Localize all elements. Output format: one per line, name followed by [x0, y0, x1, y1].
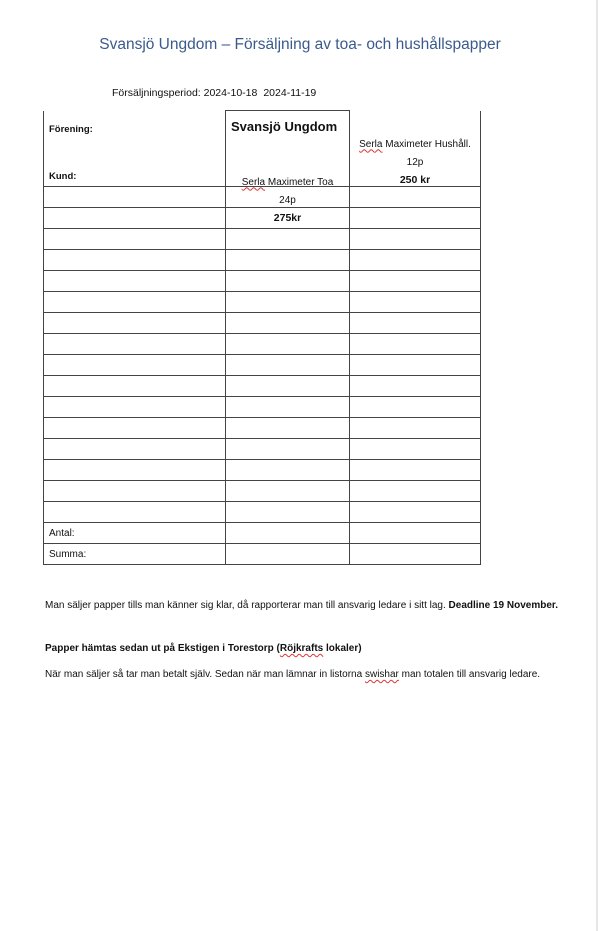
- table-cell[interactable]: [226, 334, 350, 355]
- table-cell[interactable]: [350, 313, 481, 334]
- org-name: Svansjö Ungdom: [231, 119, 338, 134]
- product-2-price: 250 kr: [399, 173, 431, 186]
- period-start: Försäljningsperiod: 2024-10-18: [112, 87, 258, 99]
- table-row: [44, 229, 481, 250]
- table-cell[interactable]: [44, 397, 226, 418]
- table-cell[interactable]: [226, 271, 350, 292]
- table-row: [44, 460, 481, 481]
- header-left-cell: [44, 111, 226, 187]
- document-title: Svansjö Ungdom – Försäljning av toa- och hushållspapper: [99, 36, 501, 53]
- sales-period: [112, 87, 316, 99]
- table-row: [44, 250, 481, 271]
- table-cell[interactable]: [44, 229, 226, 250]
- product-1-name: Serla Maximeter Toa: [241, 176, 334, 188]
- product-1-pack: 24p: [279, 194, 296, 206]
- table-cell[interactable]: [350, 187, 481, 208]
- product-2-name: Serla Maximeter Hushåll.: [359, 138, 471, 150]
- table-cell[interactable]: [350, 376, 481, 397]
- total-cell[interactable]: [350, 544, 481, 565]
- table-cell[interactable]: [350, 460, 481, 481]
- table-cell[interactable]: [44, 460, 226, 481]
- table-row: [44, 355, 481, 376]
- table-cell[interactable]: [44, 376, 226, 397]
- table-cell[interactable]: [226, 439, 350, 460]
- table-cell[interactable]: [44, 187, 226, 208]
- kund-label: Kund:: [49, 171, 77, 182]
- table-row: [44, 334, 481, 355]
- table-cell[interactable]: [350, 334, 481, 355]
- table-cell[interactable]: [44, 250, 226, 271]
- table-cell[interactable]: [350, 208, 481, 229]
- table-cell[interactable]: [44, 439, 226, 460]
- antal-row: [44, 523, 481, 544]
- total-cell[interactable]: [226, 544, 350, 565]
- table-cell[interactable]: [44, 271, 226, 292]
- table-row: [44, 418, 481, 439]
- table-cell[interactable]: [226, 376, 350, 397]
- table-cell[interactable]: [44, 334, 226, 355]
- period-end: 2024-11-19: [263, 87, 317, 99]
- table-row: [44, 481, 481, 502]
- table-cell[interactable]: [350, 292, 481, 313]
- summa-row: [44, 544, 481, 565]
- sales-table: [43, 110, 481, 565]
- note-deadline-text: Man säljer papper tills man känner sig klar, då rapporterar man till ansvarig ledare i sitt lag.: [45, 600, 446, 611]
- table-row: [44, 397, 481, 418]
- product-2-pack: 12p: [406, 156, 424, 168]
- table-cell[interactable]: [350, 397, 481, 418]
- note-deadline-bold: Deadline 19 November.: [448, 600, 559, 611]
- table-cell[interactable]: [350, 355, 481, 376]
- table-cell[interactable]: [350, 439, 481, 460]
- table-cell[interactable]: [44, 292, 226, 313]
- antal-label: Antal:: [44, 523, 226, 544]
- table-cell[interactable]: [226, 481, 350, 502]
- table-cell[interactable]: [226, 460, 350, 481]
- note-payment: När man säljer så tar man betalt själv. Sedan när man lämnar in listorna swishar man totalen till ansvarig ledare.: [45, 669, 541, 680]
- table-cell[interactable]: [350, 271, 481, 292]
- product-2-header: [350, 111, 481, 187]
- total-cell[interactable]: [226, 523, 350, 544]
- table-cell[interactable]: [226, 355, 350, 376]
- table-cell[interactable]: [350, 250, 481, 271]
- table-cell[interactable]: [350, 502, 481, 523]
- table-cell[interactable]: [44, 502, 226, 523]
- table-cell[interactable]: [226, 313, 350, 334]
- product-1-header: [226, 111, 350, 224]
- table-cell[interactable]: [44, 418, 226, 439]
- table-cell[interactable]: [44, 208, 226, 229]
- table-cell[interactable]: [350, 481, 481, 502]
- total-cell[interactable]: [350, 523, 481, 544]
- table-cell[interactable]: [226, 229, 350, 250]
- table-row: [44, 502, 481, 523]
- table-cell[interactable]: [44, 481, 226, 502]
- forening-label: Förening:: [49, 123, 93, 135]
- table-row: [44, 376, 481, 397]
- table-cell[interactable]: [350, 418, 481, 439]
- table-header-row: [44, 111, 481, 187]
- table-cell[interactable]: [226, 292, 350, 313]
- note-pickup: Papper hämtas sedan ut på Ekstigen i Torestorp (Röjkrafts lokaler): [45, 643, 362, 654]
- table-row: [44, 313, 481, 334]
- table-cell[interactable]: [350, 229, 481, 250]
- table-cell[interactable]: [226, 418, 350, 439]
- table-row: [44, 439, 481, 460]
- note-deadline: [45, 598, 565, 614]
- table-cell[interactable]: [44, 355, 226, 376]
- table-row: [44, 271, 481, 292]
- table-cell[interactable]: [226, 397, 350, 418]
- table-cell[interactable]: [226, 250, 350, 271]
- table-row: [44, 292, 481, 313]
- table-cell[interactable]: [226, 502, 350, 523]
- summa-label: Summa:: [44, 544, 226, 565]
- table-cell[interactable]: [44, 313, 226, 334]
- product-1-price: 275kr: [273, 211, 302, 224]
